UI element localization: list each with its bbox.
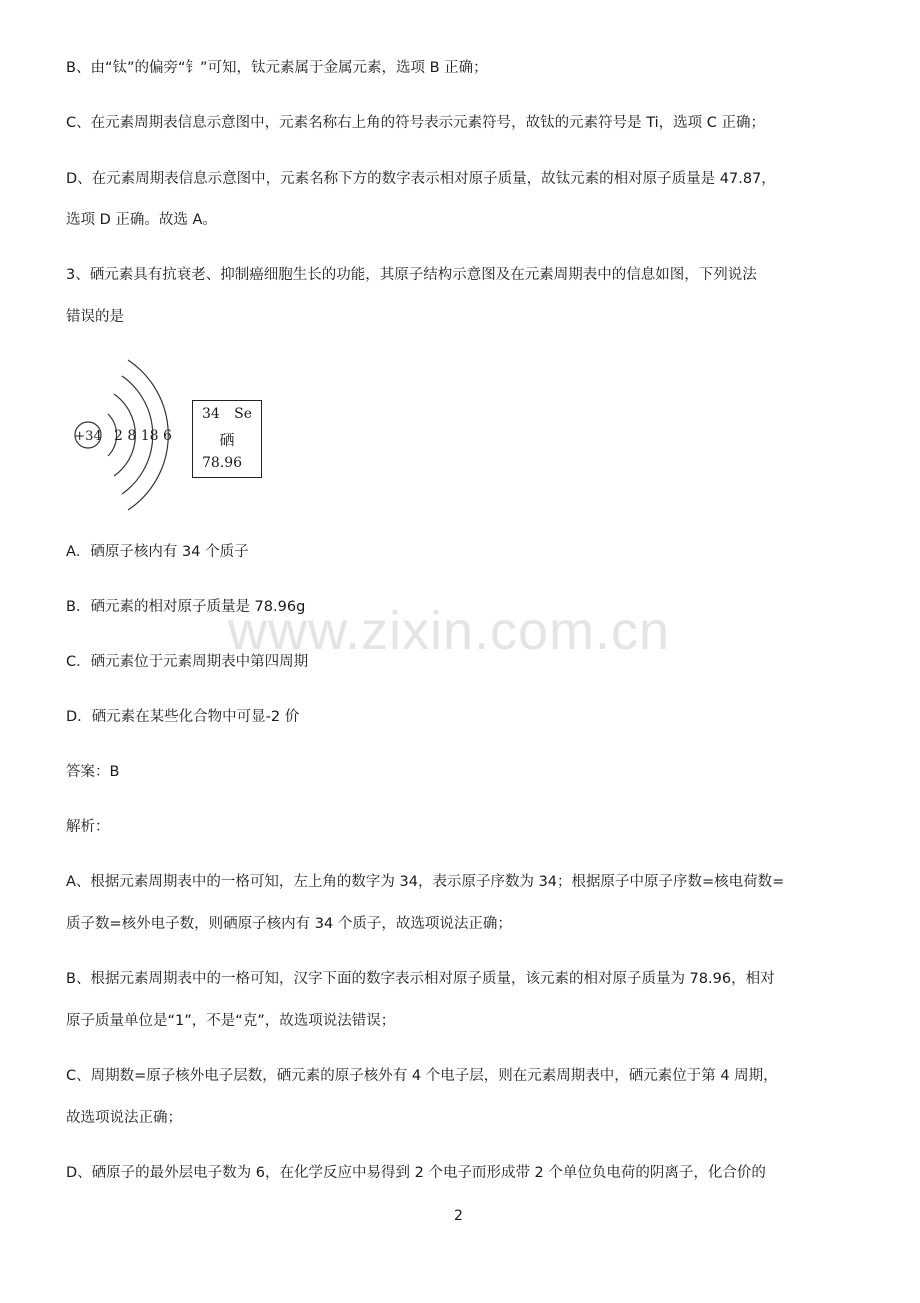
text-line: C、在元素周期表信息示意图中，元素名称右上角的符号表示元素符号，故钛的元素符号是 Ti，选项 C 正确； bbox=[66, 115, 766, 131]
question-stem: 错误的是 bbox=[66, 309, 124, 325]
text-line: B、由“钛”的偏旁“钅”可知，钛元素属于金属元素，选项 B 正确； bbox=[66, 60, 488, 76]
answer-line: 答案：B bbox=[66, 764, 120, 780]
watermark: www.zixin.com.cn bbox=[228, 601, 671, 661]
element-symbol: Se bbox=[234, 406, 252, 422]
analysis-line: 原子质量单位是“1”，不是“克”，故选项说法错误； bbox=[66, 1013, 396, 1029]
analysis-line: A、根据元素周期表中的一格可知，左上角的数字为 34，表示原子序数为 34；根据原子中原子序数=核电荷数= bbox=[66, 874, 785, 890]
analysis-heading: 解析： bbox=[66, 819, 110, 835]
text-line: 选项 D 正确。故选 A。 bbox=[66, 212, 217, 228]
atomic-mass: 78.96 bbox=[202, 455, 243, 471]
element-name: 硒 bbox=[219, 431, 235, 449]
nucleus-label: +34 bbox=[74, 429, 102, 444]
atomic-number: 34 bbox=[202, 406, 220, 422]
option-b: B．硒元素的相对原子质量是 78.96g bbox=[66, 599, 306, 615]
periodic-table-cell bbox=[192, 400, 262, 478]
question-stem: 3、硒元素具有抗衰老、抑制癌细胞生长的功能，其原子结构示意图及在元素周期表中的信息如图，下列说法 bbox=[66, 267, 757, 283]
text-line: D、在元素周期表信息示意图中，元素名称下方的数字表示相对原子质量，故钛元素的相对原子质量是 47.87， bbox=[66, 171, 776, 187]
analysis-line: 故选项说法正确； bbox=[66, 1110, 182, 1126]
shell-electron-counts: 2 8 18 6 bbox=[114, 428, 172, 444]
analysis-line: D、硒原子的最外层电子数为 6，在化学反应中易得到 2 个电子而形成带 2 个单位负电荷的阴离子，化合价的 bbox=[66, 1165, 766, 1181]
option-d: D．硒元素在某些化合物中可显-2 价 bbox=[66, 709, 300, 725]
analysis-line: 质子数=核外电子数，则硒原子核内有 34 个质子，故选项说法正确； bbox=[66, 916, 512, 932]
page-number: 2 bbox=[454, 1208, 463, 1224]
analysis-line: B、根据元素周期表中的一格可知，汉字下面的数字表示相对原子质量，该元素的相对原子质量为 78.96，相对 bbox=[66, 971, 775, 987]
atom-structure-diagram bbox=[66, 356, 306, 516]
option-c: C．硒元素位于元素周期表中第四周期 bbox=[66, 654, 309, 670]
option-a: A．硒原子核内有 34 个质子 bbox=[66, 544, 249, 560]
analysis-line: C、周期数=原子核外电子层数，硒元素的原子核外有 4 个电子层，则在元素周期表中，硒元素位于第 4 周期， bbox=[66, 1068, 778, 1084]
